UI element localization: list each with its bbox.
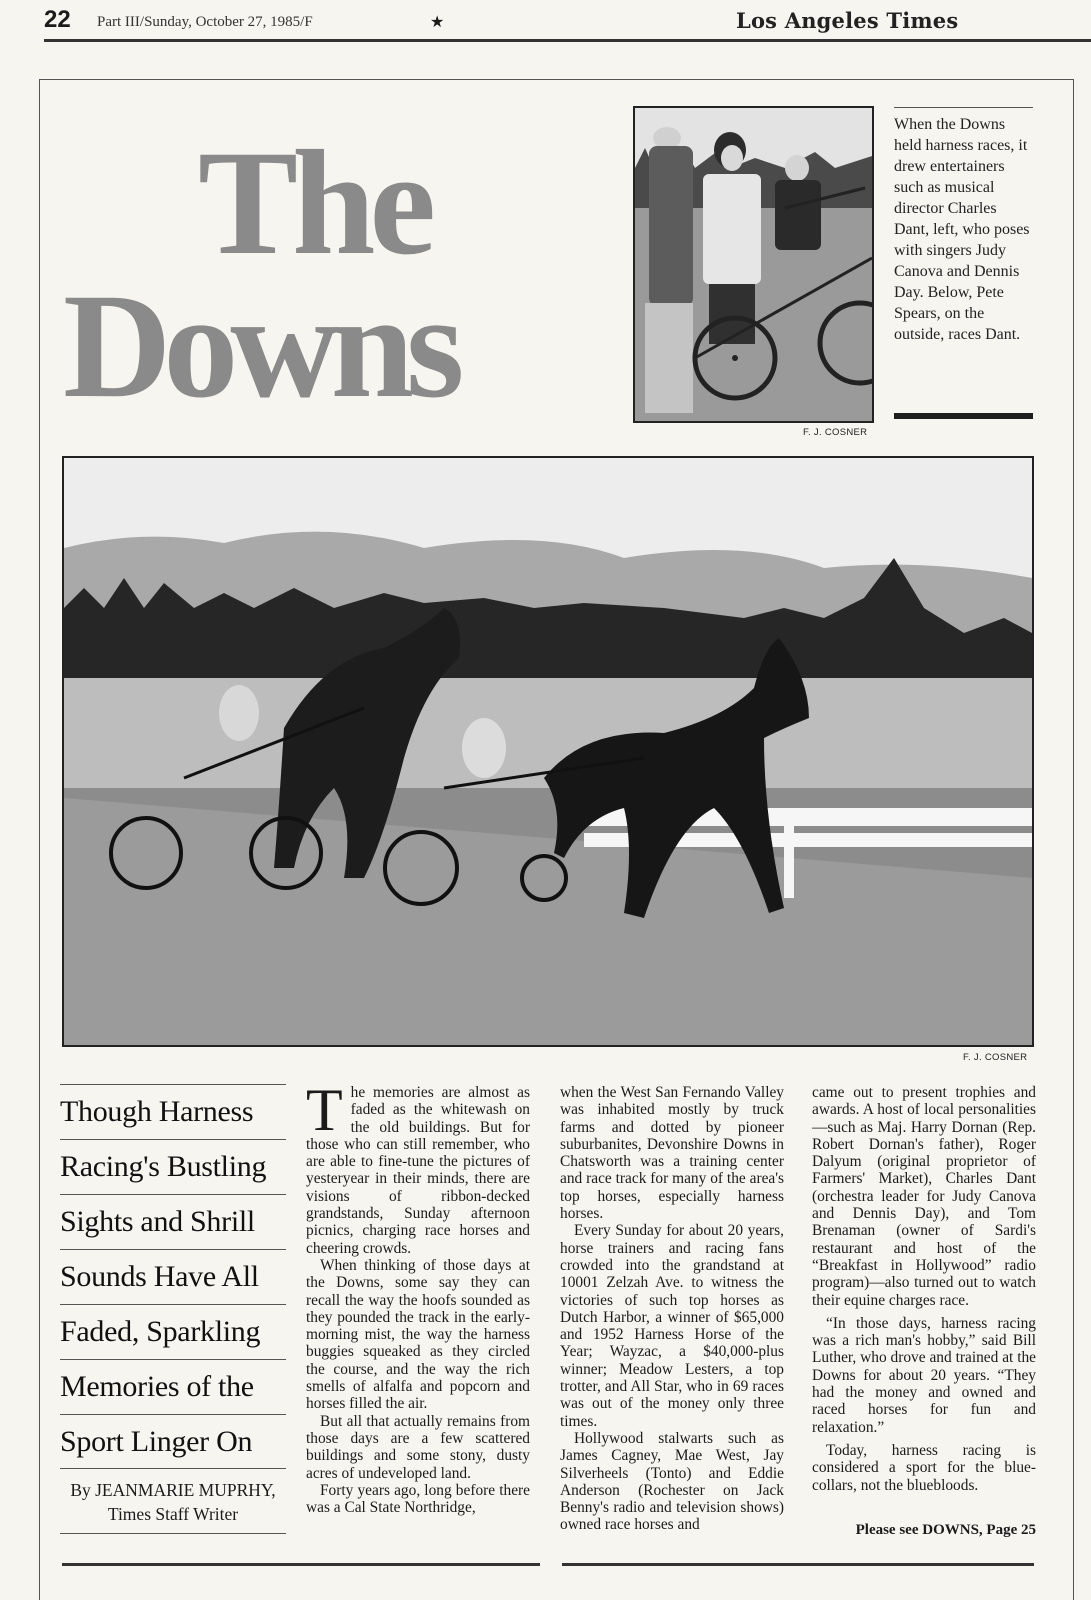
celebrity-photo-illustration: [635, 108, 872, 421]
harness-race-photo: [62, 456, 1034, 1047]
article-paragraph: But all that actually remains from those days are a few scattered buildings and some stony, dusty acres of undeveloped land.: [306, 1412, 530, 1482]
page-header: [44, 4, 1091, 42]
drop-cap: T: [306, 1077, 343, 1143]
star-icon: ★: [430, 12, 445, 31]
section-date-line: Part III/Sunday, October 27, 1985/F: [97, 14, 313, 30]
byline: [60, 1478, 286, 1526]
headline-line: Sights and Shrill: [60, 1194, 286, 1249]
article-paragraph: Today, harness racing is considered a sport for the blue-collars, not the bluebloods.: [812, 1441, 1036, 1494]
title-line-1: The: [198, 120, 431, 286]
newspaper-masthead: Los Angeles Times: [736, 8, 959, 33]
headline-line: Memories of the: [60, 1359, 286, 1414]
article-column-3: [812, 1084, 1036, 1494]
article-paragraph: When thinking of those days at the Downs, some say they can recall the way the hoofs sounded as they pounded the track in the early-morning mist, the way the harness buggies squeaked as they circled the course, and the way the rich smells of alfalfa and popcorn and horses filled the air.: [306, 1256, 530, 1413]
caption-rule: [894, 413, 1033, 419]
article-column-1: [306, 1077, 530, 1517]
celebrity-photo: [633, 106, 874, 423]
article-paragraph: came out to present trophies and awards. A host of local personalities—such as Maj. Harry Dornan (Rep. Robert Dornan's father), Roger Dalyum (original proprietor of Farmers' Market), Charles Dant (orchestra leader for Judy Canova and Dennis Day), and Tom Brenaman (owner of Sardi's restaurant and host of the “Breakfast in Hollywood” radio program)—also turned out to watch their equine charges race.: [812, 1084, 1036, 1309]
bottom-rule-left: [62, 1563, 540, 1566]
photo-caption: When the Downs held harness races, it drew entertainers such as musical director Charles Dant, left, who poses with singers Judy Canova and Dennis Day. Below, Pete Spears, on the outside, races Dant.: [894, 107, 1033, 345]
headline: [60, 1084, 286, 1469]
byline-rule: [60, 1533, 286, 1534]
continued-jump-line: Please see DOWNS, Page 25: [855, 1522, 1036, 1538]
article-paragraph: when the West San Fernando Valley was inhabited mostly by truck farms and dotted by pioneer suburbanites, Devonshire Downs in Chatsworth was a training center and race track for many of the area's top horses, especially harness horses.: [560, 1084, 784, 1223]
headline-line: Sport Linger On: [60, 1414, 286, 1469]
headline-line: Racing's Bustling: [60, 1139, 286, 1194]
article-paragraph: “In those days, harness racing was a rich man's hobby,” said Bill Luther, who drove and trained at the Downs for about 20 years. “They had the money and owned and raced horses for fun and relaxation.”: [812, 1314, 1036, 1436]
headline-line: Sounds Have All: [60, 1249, 286, 1304]
main-photo-credit: F. J. COSNER: [963, 1052, 1028, 1063]
title-line-2: Downs: [63, 263, 457, 429]
byline-name: By JEANMARIE MUPRHY,: [70, 1480, 276, 1500]
article-column-2: [560, 1084, 784, 1534]
article-paragraph: Forty years ago, long before there was a Cal State Northridge,: [306, 1481, 530, 1517]
article-paragraph: Every Sunday for about 20 years, horse trainers and racing fans crowded into the grandstand at 10001 Zelzah Ave. to witness the victories of such top horses as Dutch Harbor, a winner of $65,000 and 1952 Harness Horse of the Year; Wayzac, a $40,000-plus winner; Meadow Lesters, a top trotter, and All Star, who in 69 races was out of the money only three times.: [560, 1222, 784, 1430]
story-title: [60, 120, 620, 429]
page-number: 22: [44, 6, 71, 33]
small-photo-credit: F. J. COSNER: [803, 427, 868, 438]
article-paragraph: Hollywood stalwarts such as James Cagney, Mae West, Jay Silverheels (Tonto) and Eddie Anderson (Rochester on Jack Benny's radio and television shows) owned race horses and: [560, 1429, 784, 1534]
byline-title: Times Staff Writer: [107, 1504, 239, 1524]
bottom-rule-right: [562, 1563, 1034, 1566]
headline-line: Faded, Sparkling: [60, 1304, 286, 1359]
headline-line: Though Harness: [60, 1084, 286, 1139]
article-paragraph: The memories are almost as faded as the whitewash on the old buildings. But for those who can still remember, who are able to fine-tune the pictures of yesteryear in their minds, there are visions of ribbon-decked grandstands, Sunday afternoon picnics, charging race horses and cheering crowds.: [306, 1077, 530, 1257]
harness-race-illustration: [64, 458, 1032, 1045]
